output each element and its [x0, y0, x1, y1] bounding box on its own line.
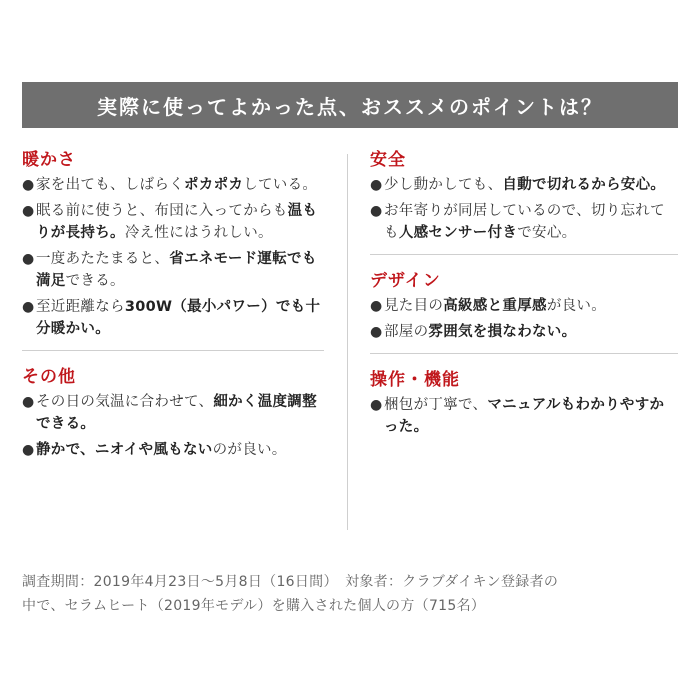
list-item [22, 174, 324, 196]
item-text: その日の気温に合わせて、 [36, 394, 214, 410]
item-text: 見た目の [384, 298, 444, 314]
list-item [22, 439, 324, 461]
horizontal-divider [22, 350, 324, 351]
emphasis-text: 人感センサー付き [398, 225, 518, 241]
list-item [22, 200, 324, 244]
section-title-operation: 操作・機能 [370, 370, 460, 390]
list-item [22, 248, 324, 292]
emphasis-text: 雰囲気を損なわない。 [428, 324, 577, 340]
bullet-icon: ● [22, 177, 35, 193]
emphasis-text: 細かく温度調整できる。 [36, 394, 317, 432]
list-item [370, 174, 678, 196]
item-text: できる。 [65, 273, 125, 289]
item-list [370, 394, 678, 438]
section-title-other: その他 [22, 367, 76, 387]
section-safety [370, 148, 678, 244]
item-text: 部屋の [384, 324, 429, 340]
item-text: 梱包が丁寧で、 [384, 397, 488, 413]
item-text: 冷え性にはうれしい。 [124, 225, 273, 241]
item-text: 家を出ても、しばらく [36, 177, 184, 193]
horizontal-divider [370, 353, 678, 354]
banner-title: 実際に使ってよかった点、おススメのポイントは？ [97, 94, 603, 119]
item-text: している。 [243, 177, 318, 193]
item-list [370, 174, 678, 244]
item-text: が良い。 [546, 298, 607, 314]
list-item [22, 391, 324, 435]
horizontal-divider [370, 254, 678, 255]
bullet-icon: ● [22, 203, 35, 219]
bullet-icon: ● [22, 251, 35, 267]
bullet-icon: ● [22, 442, 35, 458]
list-item [370, 321, 678, 343]
bullet-icon: ● [370, 298, 383, 314]
emphasis-text: 自動で切れるから安心。 [502, 177, 666, 193]
bullet-icon: ● [370, 397, 383, 413]
emphasis-text: 高級感と重厚感 [443, 298, 547, 314]
item-list [22, 174, 324, 340]
vertical-divider [347, 154, 348, 530]
item-text: お年寄りが同居しているので、切り忘れても [384, 203, 665, 241]
emphasis-text: 省エネモード運転でも満足 [36, 251, 317, 289]
bullet-icon: ● [370, 177, 383, 193]
item-text: で安心。 [517, 225, 577, 241]
section-design [370, 269, 678, 343]
emphasis-text: マニュアルもわかりやすかった。 [384, 397, 665, 435]
item-list [22, 391, 324, 461]
bullet-icon: ● [370, 324, 383, 340]
header-banner [22, 82, 678, 128]
section-title-warmth: 暖かさ [22, 150, 76, 170]
right-column [370, 148, 678, 442]
section-warmth [22, 148, 324, 340]
item-list [370, 295, 678, 343]
survey-footnote [22, 570, 682, 618]
section-operation [370, 368, 678, 438]
emphasis-text: 静かで、ニオイや風もない [36, 442, 213, 458]
list-item [370, 200, 678, 244]
emphasis-text: 300W（最小パワー）でも十分暖かい。 [36, 299, 321, 337]
item-text: のが良い。 [212, 442, 287, 458]
item-text: 至近距離なら [36, 299, 125, 315]
section-other [22, 365, 324, 461]
bullet-icon: ● [370, 203, 383, 219]
bullet-icon: ● [22, 394, 35, 410]
left-column [22, 148, 324, 465]
list-item [22, 296, 324, 340]
item-text: 眠る前に使うと、布団に入ってからも [36, 203, 288, 219]
item-text: 少し動かしても、 [384, 177, 503, 193]
section-title-design: デザイン [370, 271, 441, 291]
item-text: 一度あたたまると、 [36, 251, 170, 267]
list-item [370, 295, 678, 317]
emphasis-text: 温もりが長持ち。 [36, 203, 318, 241]
emphasis-text: ポカポカ [184, 177, 244, 193]
section-title-safety: 安全 [370, 150, 406, 170]
footnote-line: 調査期間：2019年4月23日～5月8日（16日間） 対象者：クラブダイキン登録者の [22, 574, 559, 590]
footnote-line: 中で、セラムヒート（2019年モデル）を購入された個人の方（715名） [22, 598, 486, 614]
list-item [370, 394, 678, 438]
bullet-icon: ● [22, 299, 35, 315]
